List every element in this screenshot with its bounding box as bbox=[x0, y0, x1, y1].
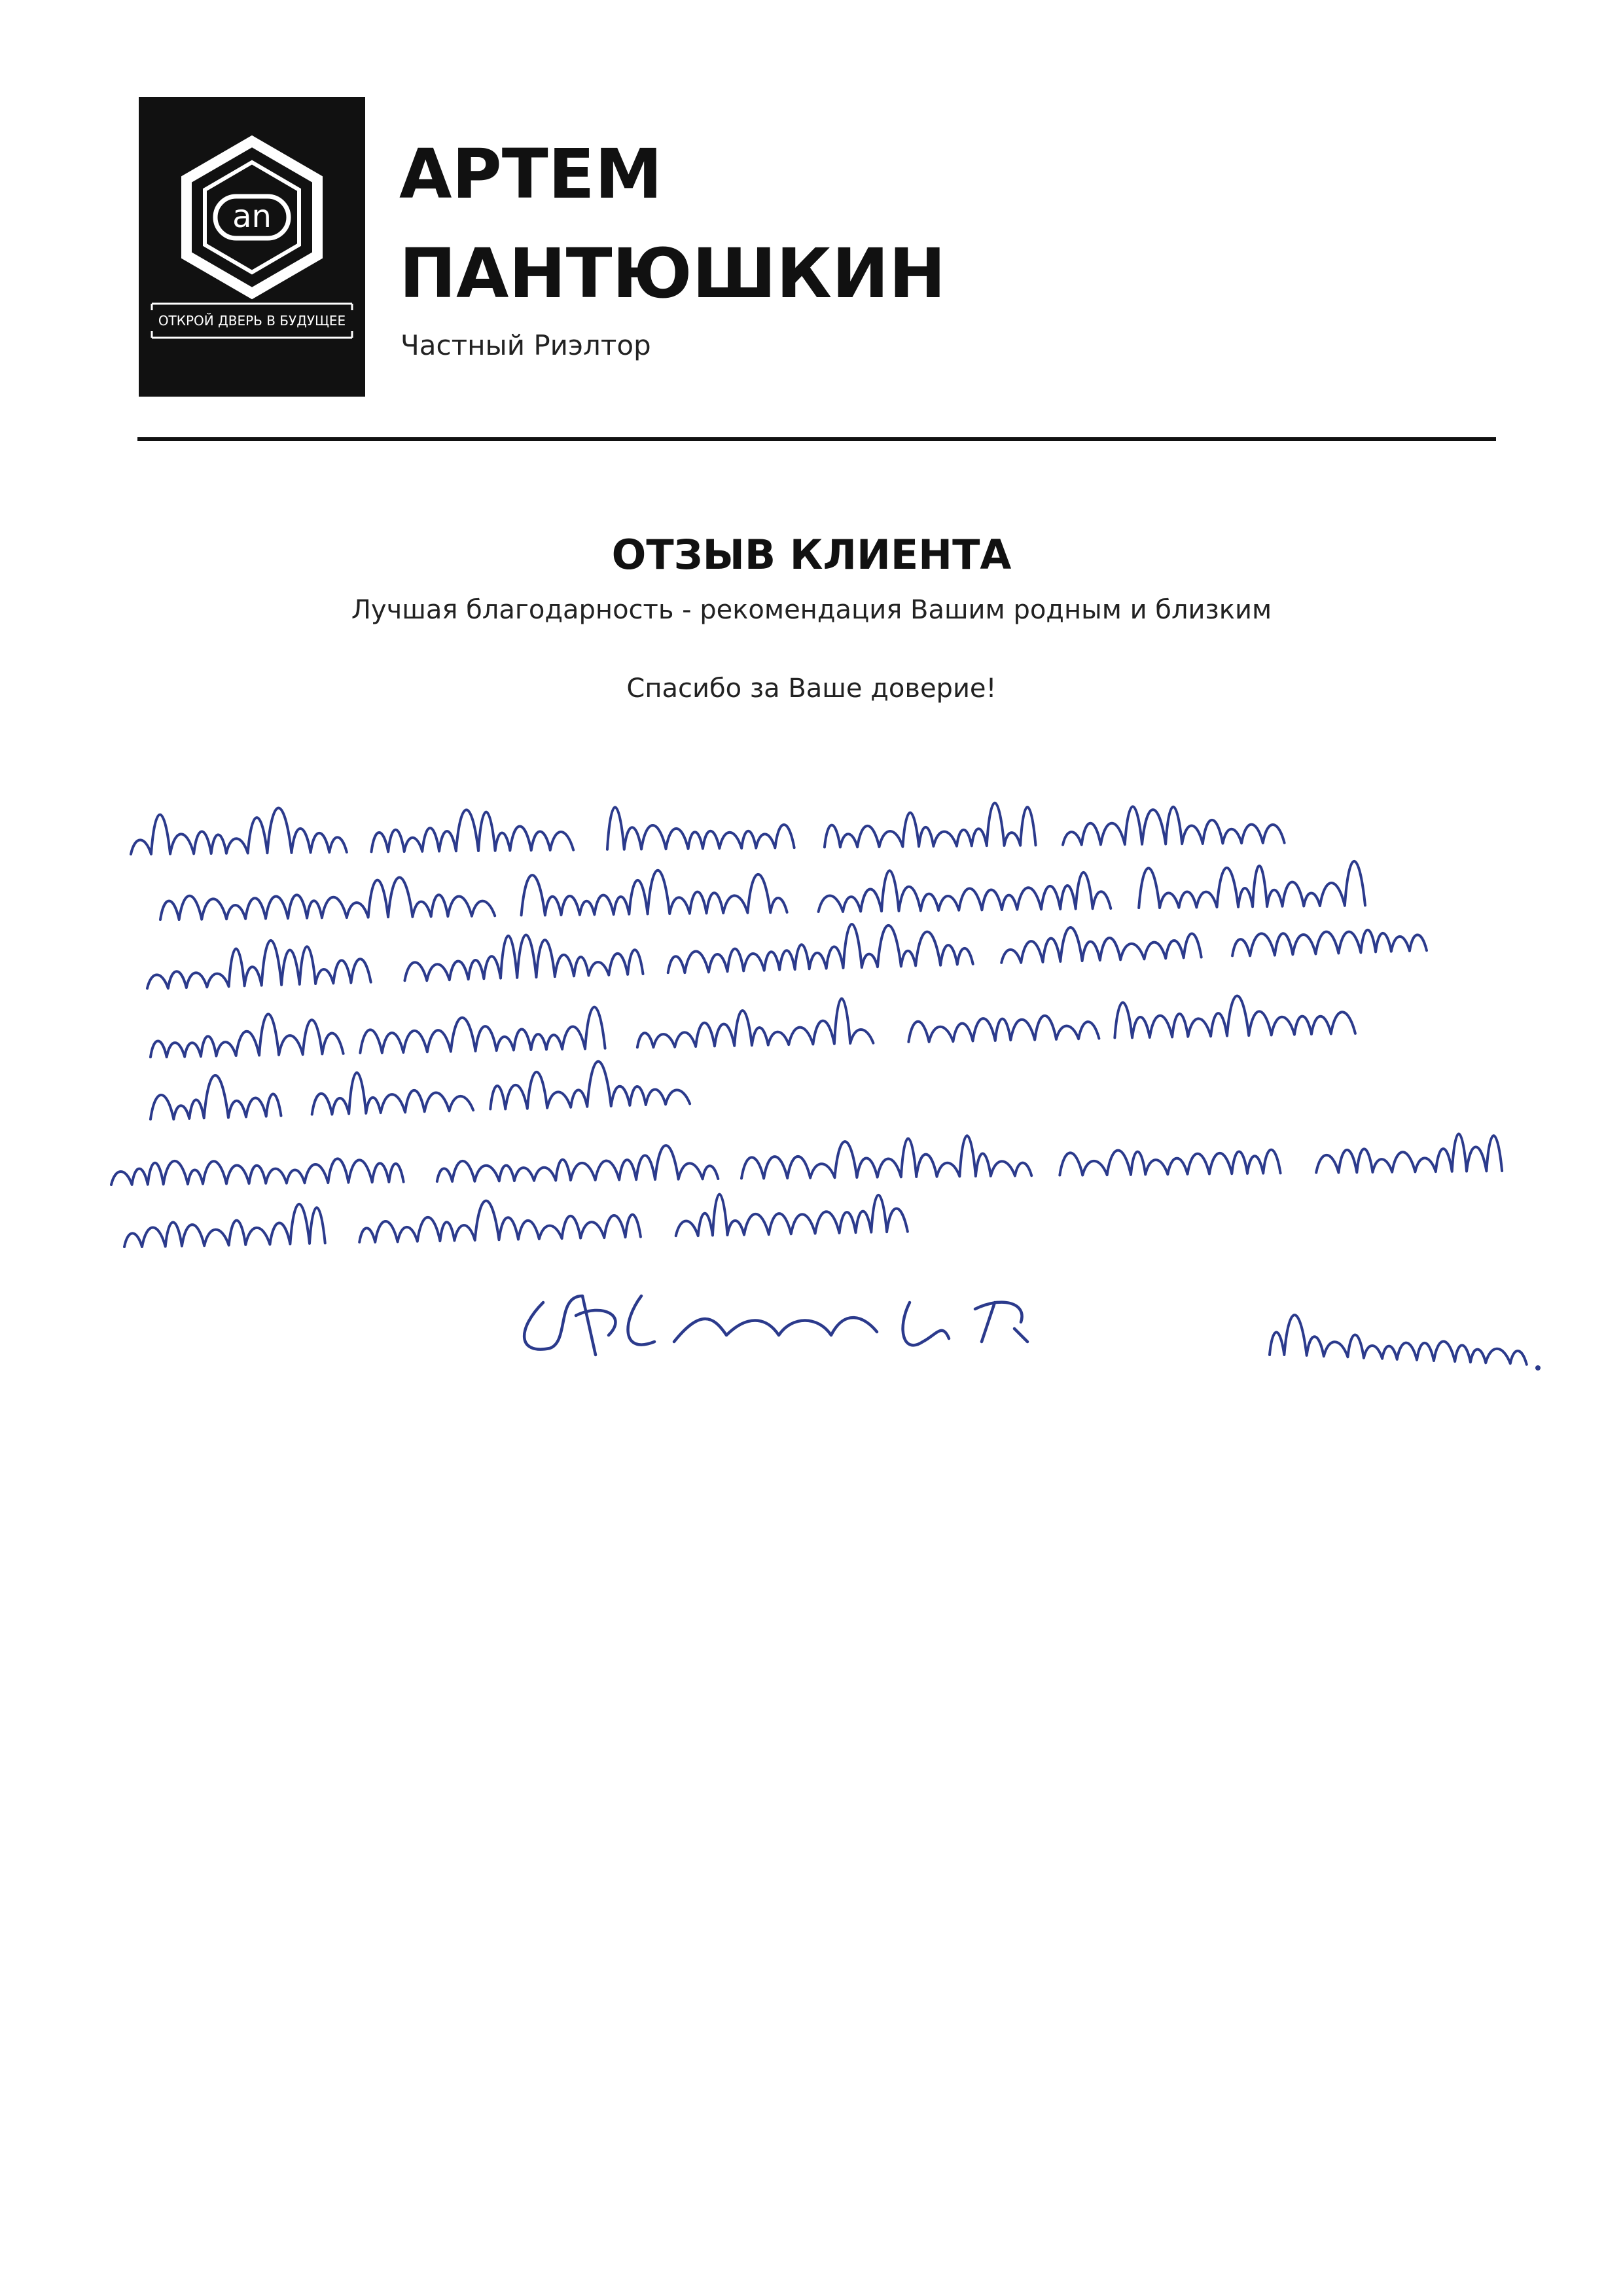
signature-stroke bbox=[628, 1296, 654, 1345]
handwritten-word bbox=[151, 1075, 281, 1119]
handwritten-word bbox=[151, 1014, 344, 1057]
logo-monogram: an bbox=[232, 198, 272, 235]
realtor-first-name: АРТЕМ bbox=[399, 134, 663, 214]
handwritten-signature bbox=[524, 1296, 1541, 1371]
handwritten-word bbox=[668, 924, 973, 973]
handwritten-word bbox=[404, 935, 643, 981]
handwritten-word bbox=[1060, 1150, 1280, 1175]
handwritten-word bbox=[147, 941, 371, 988]
signature-stroke bbox=[975, 1302, 1027, 1342]
handwritten-word bbox=[124, 1204, 325, 1247]
review-title: ОТЗЫВ КЛИЕНТА bbox=[611, 531, 1012, 579]
handwritten-word bbox=[111, 1158, 404, 1185]
review-thanks: Спасибо за Ваше доверие! bbox=[626, 673, 997, 704]
handwritten-word bbox=[1316, 1134, 1502, 1172]
handwritten-word bbox=[1139, 861, 1365, 908]
handwritten-word bbox=[522, 870, 787, 916]
review-subtitle: Лучшая благодарность - рекомендация Вашим родным и близким bbox=[351, 595, 1272, 625]
header-divider bbox=[137, 437, 1496, 441]
realtor-last-name: ПАНТЮШКИН bbox=[399, 234, 946, 314]
signature-stroke bbox=[524, 1296, 615, 1355]
handwritten-word bbox=[908, 1016, 1099, 1042]
handwritten-text bbox=[111, 803, 1502, 1247]
handwritten-word bbox=[825, 803, 1036, 848]
logo-slogan: ОТКРОЙ ДВЕРЬ В БУДУЩЕЕ bbox=[158, 313, 346, 329]
handwritten-word bbox=[676, 1194, 908, 1236]
handwritten-word bbox=[1115, 996, 1355, 1038]
logo-hexagon-icon bbox=[139, 97, 365, 397]
handwritten-word bbox=[371, 810, 573, 852]
realtor-role: Частный Риэлтор bbox=[401, 329, 651, 361]
signature-stroke bbox=[674, 1318, 877, 1342]
handwritten-date bbox=[1270, 1315, 1527, 1365]
handwritten-word bbox=[1063, 806, 1285, 844]
handwritten-review-image bbox=[98, 779, 1558, 1381]
handwritten-word bbox=[360, 1007, 605, 1053]
handwritten-word bbox=[1232, 930, 1427, 956]
handwritten-word bbox=[1001, 927, 1201, 963]
signature-stroke bbox=[903, 1302, 949, 1345]
handwritten-word bbox=[312, 1073, 473, 1115]
handwritten-word bbox=[819, 870, 1111, 912]
company-logo bbox=[139, 97, 365, 397]
handwritten-word bbox=[607, 807, 794, 849]
handwritten-word bbox=[437, 1145, 718, 1181]
handwritten-word bbox=[741, 1136, 1031, 1178]
handwritten-word bbox=[637, 999, 874, 1047]
handwritten-word bbox=[359, 1201, 641, 1242]
handwritten-dot bbox=[1535, 1365, 1541, 1371]
handwritten-word bbox=[160, 878, 495, 920]
handwritten-word bbox=[131, 808, 347, 854]
handwritten-word bbox=[490, 1062, 690, 1109]
